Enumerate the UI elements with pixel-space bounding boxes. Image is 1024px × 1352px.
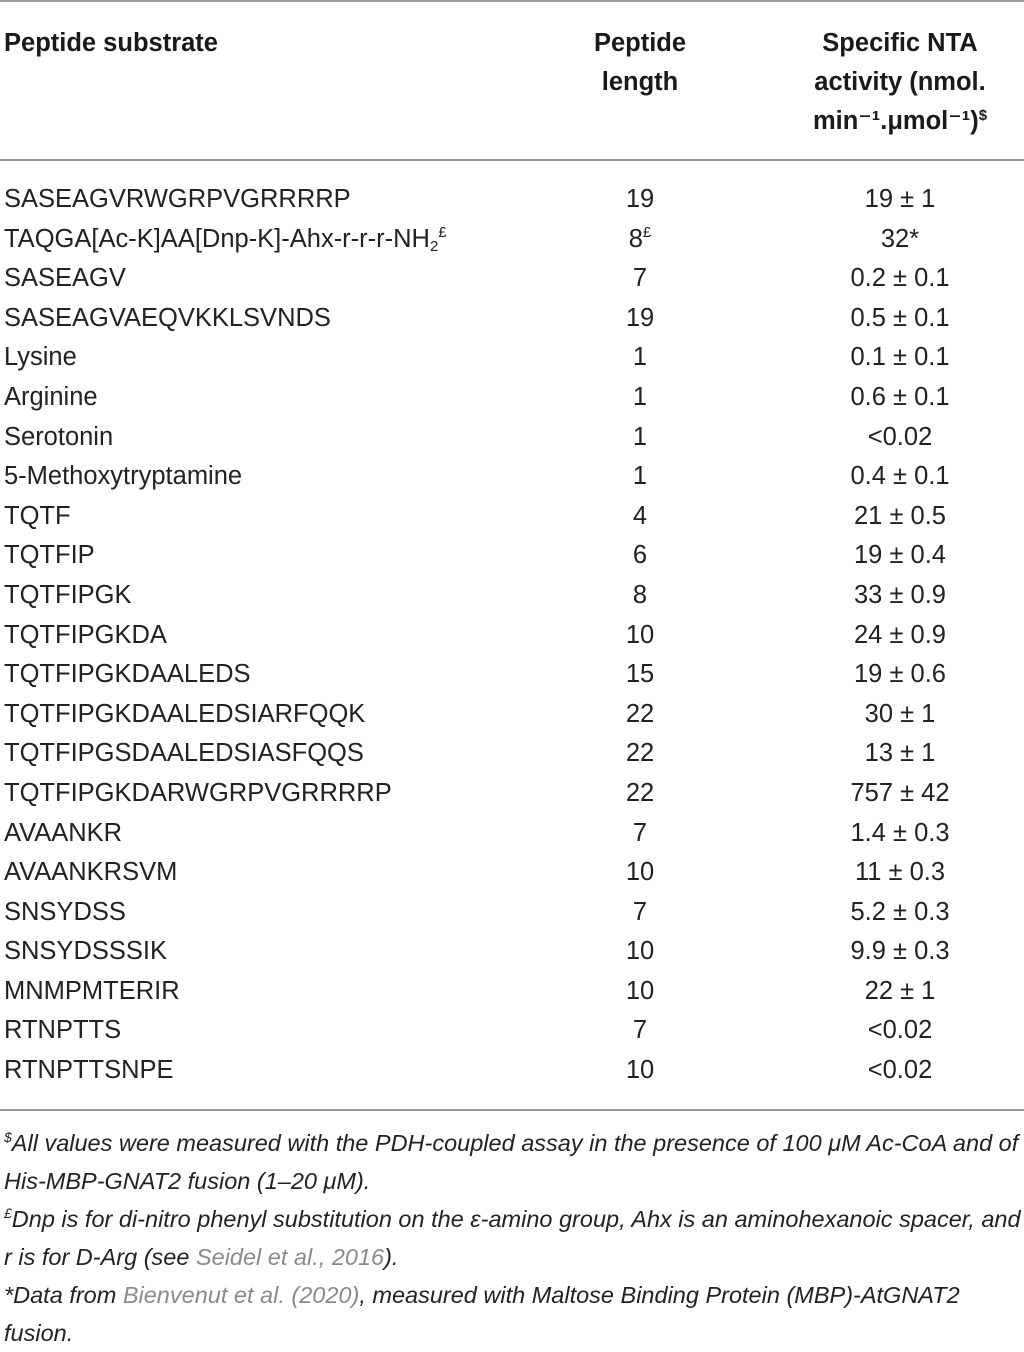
cell-activity (790, 932, 1010, 972)
length-text: 7 (632, 1016, 648, 1045)
length-footnote-mark: £ (642, 223, 652, 241)
peptide-text: AVAANKRSVM (4, 858, 178, 887)
table-body (0, 180, 1024, 1091)
cell-length (590, 536, 690, 576)
header-peptide-substrate (4, 24, 218, 63)
table-row (0, 299, 1024, 339)
length-text: 10 (625, 620, 655, 649)
header-activity-line3 (780, 102, 1020, 141)
activity-text: 13 ± 1 (864, 739, 936, 768)
table-row (0, 814, 1024, 854)
cell-length (590, 695, 690, 735)
activity-text: 21 ± 0.5 (854, 501, 946, 530)
table-row (0, 774, 1024, 814)
length-text: 10 (625, 937, 655, 966)
cell-activity (790, 220, 1010, 260)
footnote-pound-mark: £ (4, 1205, 12, 1221)
cell-peptide (4, 1011, 121, 1051)
cell-activity (790, 1051, 1010, 1091)
cell-peptide (4, 220, 447, 260)
table-row (0, 180, 1024, 220)
table-row (0, 893, 1024, 933)
footnote-pound-text: Dnp is for di-nitro phenyl substitution on the ε-amino group, Ahx is an aminohexanoic spacer, and r is for D-Arg (see (4, 1206, 1021, 1270)
citation-link-bienvenut[interactable]: Bienvenut et al. (2020) (122, 1282, 360, 1308)
cell-length (590, 972, 690, 1012)
cell-length (590, 220, 690, 260)
table-row (0, 497, 1024, 537)
table-header-rule (0, 159, 1024, 161)
activity-text: 19 ± 1 (864, 185, 936, 213)
footnote-pound-text-end: ). (384, 1244, 399, 1270)
peptide-text: Lysine (4, 343, 77, 372)
cell-length (590, 338, 690, 378)
length-text: 10 (625, 1056, 655, 1085)
length-text: 22 (625, 778, 655, 807)
peptide-text: TQTFIPGKDA (4, 620, 167, 649)
header-activity-line1: Specific NTA (822, 29, 978, 57)
peptide-text: TQTF (4, 501, 71, 530)
cell-peptide (4, 695, 365, 735)
cell-activity (790, 338, 1010, 378)
table-row (0, 576, 1024, 616)
table-row (0, 853, 1024, 893)
activity-text: 0.4 ± 0.1 (850, 462, 950, 491)
length-text: 22 (625, 699, 655, 728)
cell-peptide (4, 893, 126, 933)
length-text: 1 (632, 422, 648, 451)
table-row (0, 259, 1024, 299)
activity-text: 24 ± 0.9 (854, 620, 946, 649)
cell-activity (790, 1011, 1010, 1051)
cell-activity (790, 616, 1010, 656)
length-text: 1 (632, 382, 648, 411)
cell-length (590, 734, 690, 774)
table-row (0, 972, 1024, 1012)
cell-length (590, 814, 690, 854)
cell-peptide (4, 932, 167, 972)
peptide-subscript: 2 (429, 237, 439, 255)
activity-text: 30 ± 1 (864, 699, 936, 728)
length-text: 22 (625, 739, 655, 768)
length-text: 4 (632, 501, 648, 530)
cell-peptide (4, 734, 364, 774)
cell-length (590, 497, 690, 537)
cell-activity (790, 774, 1010, 814)
length-text: 1 (632, 343, 648, 372)
table-top-rule (0, 0, 1024, 2)
header-specific-activity (780, 24, 1020, 141)
table-row (0, 338, 1024, 378)
table-row (0, 418, 1024, 458)
cell-peptide (4, 180, 351, 220)
footnote-dollar (4, 1124, 1022, 1200)
cell-length (590, 853, 690, 893)
cell-peptide (4, 1051, 174, 1091)
cell-peptide (4, 497, 71, 537)
activity-text: <0.02 (867, 1016, 933, 1045)
peptide-text: 5-Methoxytryptamine (4, 462, 243, 491)
cell-length (590, 774, 690, 814)
header-activity-footnote-mark: $ (978, 107, 988, 124)
activity-text: 19 ± 0.6 (854, 660, 946, 689)
cell-activity (790, 180, 1010, 220)
table-row (0, 655, 1024, 695)
table-row (0, 734, 1024, 774)
cell-length (590, 655, 690, 695)
peptide-text: AVAANKR (4, 818, 123, 847)
peptide-text: TQTFIPGKDAALEDS (4, 660, 251, 689)
cell-peptide (4, 299, 331, 339)
peptide-text: TQTFIPGKDAALEDSIARFQQK (4, 699, 366, 728)
table-row (0, 220, 1024, 260)
cell-length (590, 932, 690, 972)
cell-activity (790, 418, 1010, 458)
peptide-text: SASEAGV (4, 264, 126, 293)
length-text: 8 (628, 224, 643, 253)
cell-peptide (4, 536, 95, 576)
length-text: 19 (625, 185, 655, 213)
cell-activity (790, 734, 1010, 774)
table-row (0, 378, 1024, 418)
cell-activity (790, 893, 1010, 933)
header-peptide-length (540, 24, 740, 102)
activity-text: 5.2 ± 0.3 (850, 897, 950, 926)
cell-length (590, 378, 690, 418)
cell-length (590, 457, 690, 497)
footnote-asterisk-text: *Data from (4, 1282, 123, 1308)
activity-text: 0.2 ± 0.1 (850, 264, 950, 293)
cell-activity (790, 576, 1010, 616)
activity-text: 0.1 ± 0.1 (850, 343, 950, 372)
cell-activity (790, 695, 1010, 735)
header-peptide-label: Peptide substrate (4, 29, 218, 57)
length-text: 8 (632, 580, 648, 609)
header-activity-line2: activity (nmol. (814, 68, 986, 96)
activity-text: 757 ± 42 (850, 778, 950, 807)
length-text: 15 (625, 660, 655, 689)
table-row (0, 536, 1024, 576)
cell-activity (790, 853, 1010, 893)
length-text: 6 (632, 541, 648, 570)
cell-peptide (4, 972, 180, 1012)
activity-text: 9.9 ± 0.3 (850, 937, 950, 966)
activity-text: 11 ± 0.3 (854, 858, 946, 887)
cell-peptide (4, 774, 392, 814)
length-text: 7 (632, 897, 648, 926)
activity-text: <0.02 (867, 422, 933, 451)
header-length-line2: length (601, 68, 679, 96)
length-text: 19 (625, 303, 655, 332)
cell-length (590, 576, 690, 616)
activity-text: 0.6 ± 0.1 (850, 382, 950, 411)
length-text: 7 (632, 264, 648, 293)
cell-activity (790, 497, 1010, 537)
cell-activity (790, 536, 1010, 576)
table-row (0, 1051, 1024, 1091)
length-text: 1 (632, 462, 648, 491)
peptide-text: SNSYDSS (4, 897, 126, 926)
cell-activity (790, 972, 1010, 1012)
length-text: 10 (625, 858, 655, 887)
footnote-pound (4, 1200, 1022, 1276)
cell-peptide (4, 338, 77, 378)
peptide-text: TAQGA[Ac-K]AA[Dnp-K]-Ahx-r-r-r-NH (4, 224, 430, 253)
cell-length (590, 1051, 690, 1091)
peptide-text: Serotonin (4, 422, 114, 451)
cell-peptide (4, 655, 251, 695)
cell-length (590, 180, 690, 220)
length-text: 10 (625, 976, 655, 1005)
cell-activity (790, 655, 1010, 695)
activity-text: 22 ± 1 (864, 976, 936, 1005)
cell-peptide (4, 259, 126, 299)
cell-activity (790, 299, 1010, 339)
peptide-text: RTNPTTS (4, 1016, 122, 1045)
cell-activity (790, 378, 1010, 418)
table-footnotes (4, 1124, 1022, 1352)
cell-peptide (4, 814, 122, 854)
peptide-text: TQTFIPGKDARWGRPVGRRRRP (4, 778, 392, 807)
cell-length (590, 259, 690, 299)
peptide-text: TQTFIP (4, 541, 95, 570)
footnote-dollar-text: All values were measured with the PDH-coupled assay in the presence of 100 μM Ac-CoA and of His-MBP-GNAT2 fusion (1–20 μM). (4, 1130, 1019, 1194)
footnote-dollar-mark: $ (4, 1129, 12, 1145)
header-activity-units: min⁻¹.μmol⁻¹) (812, 107, 979, 135)
cell-peptide (4, 853, 177, 893)
length-text: 7 (632, 818, 648, 847)
activity-text: 0.5 ± 0.1 (850, 303, 950, 332)
activity-text: <0.02 (867, 1056, 933, 1085)
table-row (0, 457, 1024, 497)
table-bottom-rule (0, 1109, 1024, 1111)
table-row (0, 1011, 1024, 1051)
peptide-text: TQTFIPGK (4, 580, 132, 609)
activity-text: 32* (880, 224, 920, 253)
activity-text: 1.4 ± 0.3 (850, 818, 950, 847)
peptide-text: RTNPTTSNPE (4, 1056, 174, 1085)
activity-text: 33 ± 0.9 (854, 580, 946, 609)
cell-peptide (4, 616, 167, 656)
cell-peptide (4, 457, 242, 497)
cell-peptide (4, 576, 132, 616)
peptide-footnote-mark: £ (438, 223, 447, 241)
cell-activity (790, 814, 1010, 854)
cell-length (590, 893, 690, 933)
footnote-asterisk-text-end: , measured with Maltose Binding Protein (MBP)-AtGNAT2 fusion. (4, 1282, 960, 1346)
peptide-text: Arginine (4, 382, 98, 411)
cell-peptide (4, 418, 113, 458)
cell-length (590, 1011, 690, 1051)
cell-peptide (4, 378, 98, 418)
table-row (0, 695, 1024, 735)
activity-text: 19 ± 0.4 (854, 541, 946, 570)
cell-activity (790, 457, 1010, 497)
citation-link-seidel[interactable]: Seidel et al., 2016 (195, 1244, 385, 1270)
peptide-text: SNSYDSSSIK (4, 937, 167, 966)
peptide-text: SASEAGVRWGRPVGRRRRP (4, 185, 351, 213)
table-row (0, 932, 1024, 972)
cell-length (590, 616, 690, 656)
peptide-text: MNMPMTERIR (4, 976, 180, 1005)
peptide-text: TQTFIPGSDAALEDSIASFQQS (4, 739, 364, 768)
header-length-line1: Peptide (593, 29, 687, 57)
cell-activity (790, 259, 1010, 299)
cell-length (590, 299, 690, 339)
peptide-text: SASEAGVAEQVKKLSVNDS (4, 303, 331, 332)
cell-length (590, 418, 690, 458)
table-row (0, 616, 1024, 656)
